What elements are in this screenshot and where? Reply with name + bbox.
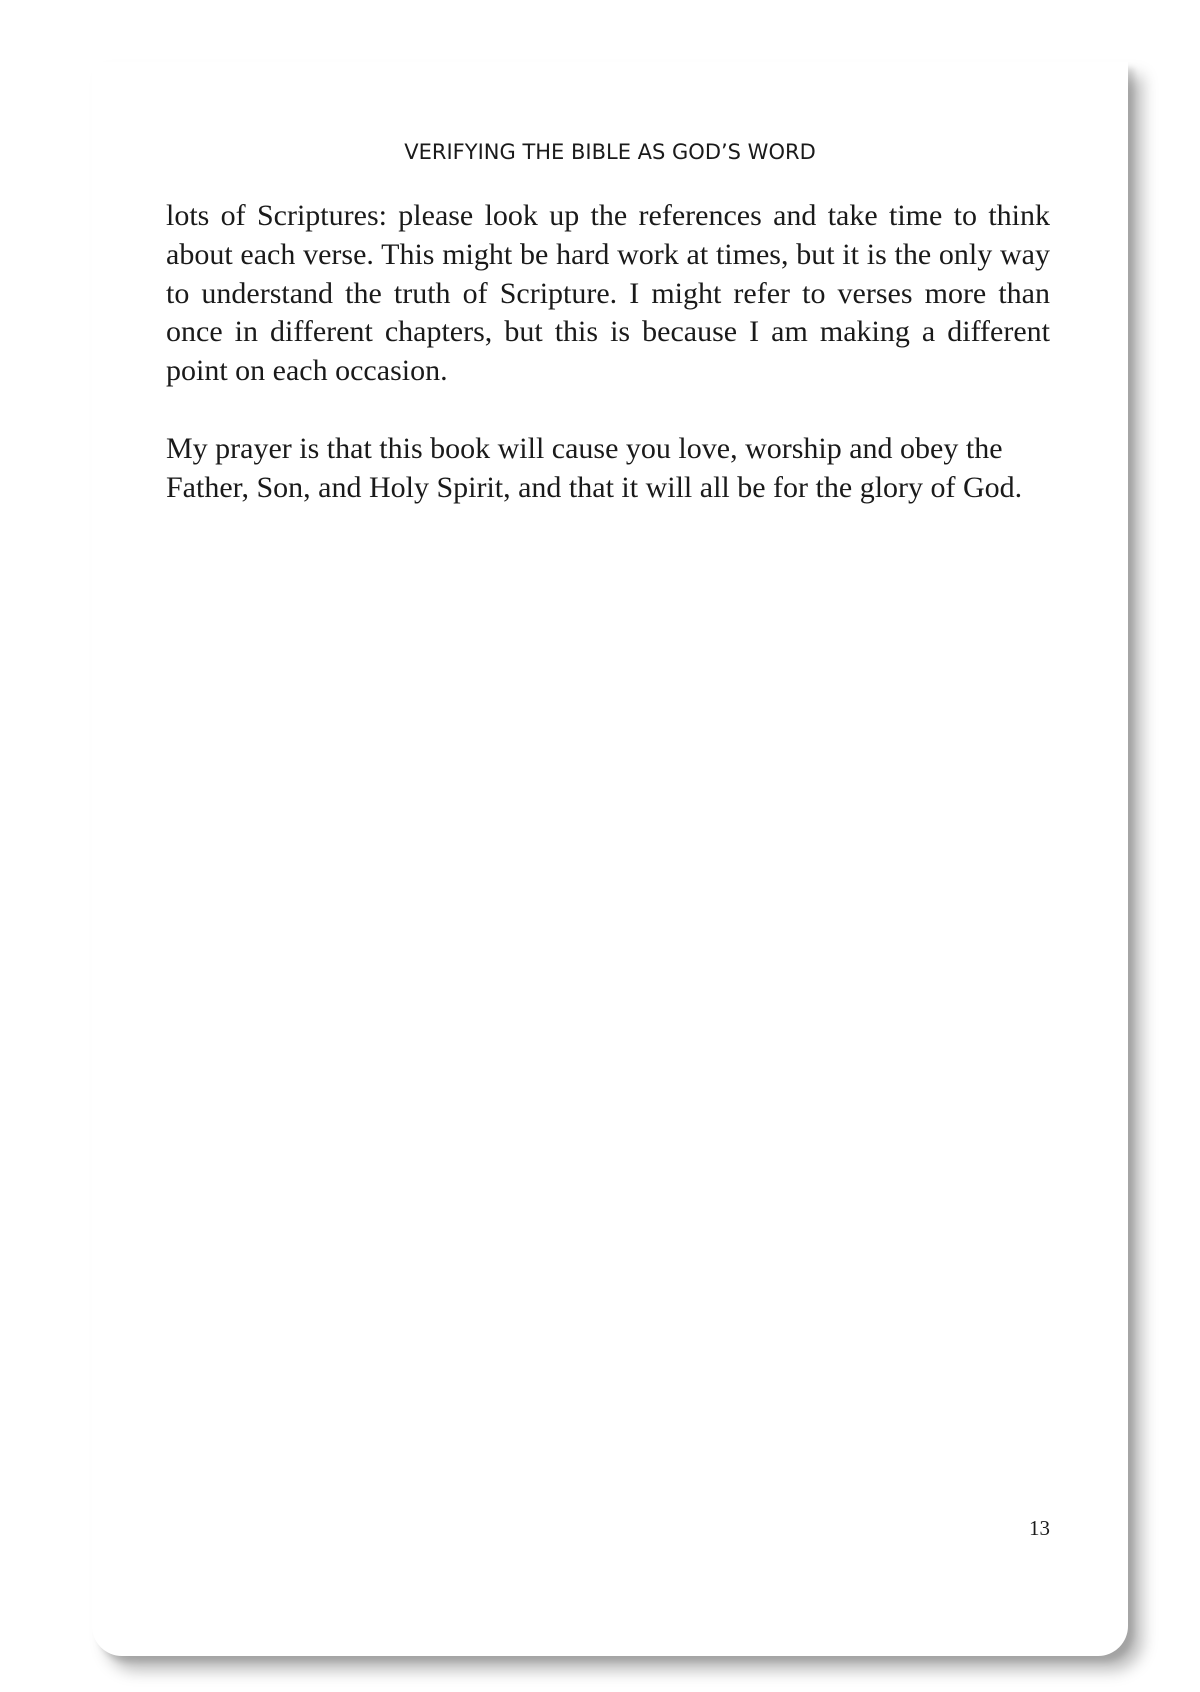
page-number: 13 [1029,1516,1050,1540]
paragraph: lots of Scriptures: please look up the references and take time to think about each verse. This might be hard work at times, but it is the only way to understand the truth of Scripture. I might refer to verses more than once in different chapters, but this is because I am making a different point on each occasion. [166,199,1050,388]
book-page [92,62,1128,1656]
running-head: VERIFYING THE BIBLE AS GOD’S WORD [404,140,816,164]
paragraph: My prayer is that this book will cause you love, worship and obey the Father, Son, and Holy Spirit, and that it will all be for the glory of God. [166,431,1023,504]
body-text [166,197,1050,546]
